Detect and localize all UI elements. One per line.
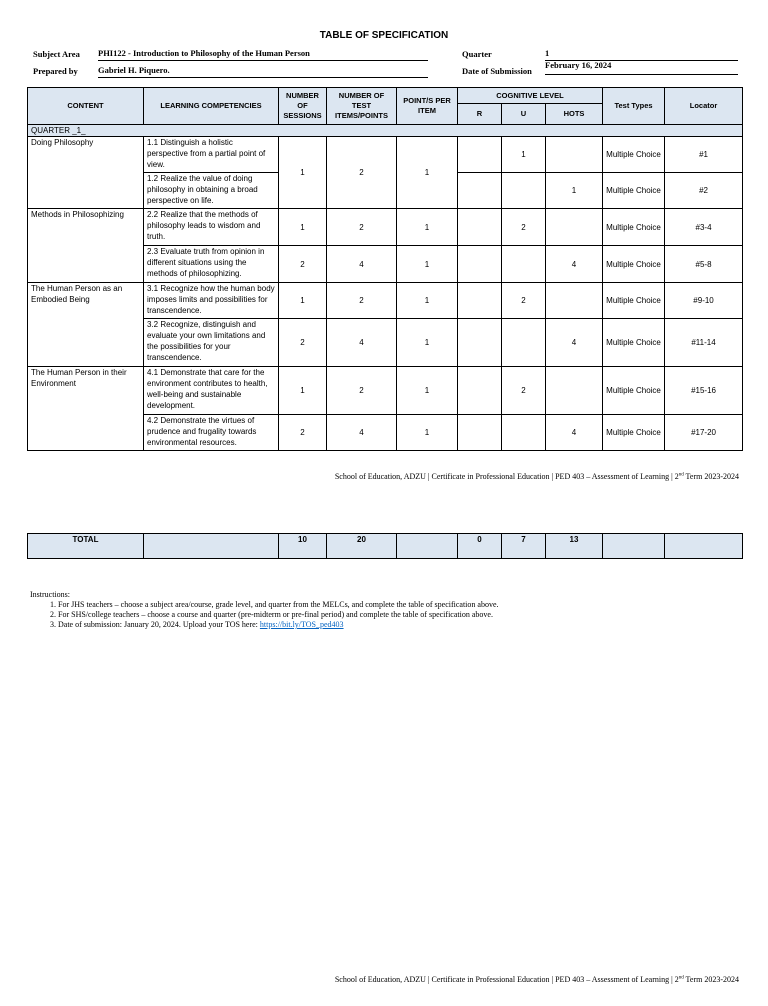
sessions-cell: 2	[279, 319, 327, 367]
test-type-cell: Multiple Choice	[603, 137, 665, 173]
prepared-by-value: Gabriel H. Piquero.	[98, 65, 428, 78]
items-cell: 2	[327, 367, 397, 415]
test-type-cell: Multiple Choice	[603, 367, 665, 415]
subject-area-label: Subject Area	[33, 49, 80, 59]
quarter-label: Quarter	[462, 49, 492, 59]
competency-cell: 1.1 Distinguish a holistic perspective from a partial point of view.	[144, 137, 279, 173]
footer-text-end: Term 2023-2024	[683, 472, 739, 481]
footer-text: School of Education, ADZU | Certificate in Professional Education | PED 403 – Assessment of Learning | 2	[334, 472, 679, 481]
r-cell	[458, 415, 502, 451]
locator-cell: #15-16	[665, 367, 743, 415]
u-cell: 1	[502, 137, 546, 173]
points-cell: 1	[397, 415, 458, 451]
items-cell: 2	[327, 209, 397, 246]
items-cell: 2	[327, 283, 397, 319]
sessions-cell: 1	[279, 137, 327, 209]
total-points	[397, 534, 458, 559]
points-cell: 1	[397, 137, 458, 209]
table-row	[28, 137, 743, 173]
header-points: POINT/S PER ITEM	[397, 88, 458, 125]
date-label: Date of Submission	[462, 66, 532, 76]
date-value: February 16, 2024	[545, 60, 738, 75]
table-row	[28, 209, 743, 246]
specification-table	[27, 87, 743, 451]
header-competencies: LEARNING COMPETENCIES	[144, 88, 279, 125]
items-cell: 4	[327, 319, 397, 367]
competency-cell: 2.3 Evaluate truth from opinion in different situations using the methods of philosophizing.	[144, 246, 279, 283]
total-competencies	[144, 534, 279, 559]
test-type-cell: Multiple Choice	[603, 246, 665, 283]
total-sessions: 10	[279, 534, 327, 559]
u-cell	[502, 173, 546, 209]
test-type-cell: Multiple Choice	[603, 173, 665, 209]
header-items: NUMBER OF TEST ITEMS/POINTS	[327, 88, 397, 125]
items-cell: 4	[327, 246, 397, 283]
competency-cell: 4.1 Demonstrate that care for the environment contributes to health, well-being and sustainable development.	[144, 367, 279, 415]
points-cell: 1	[397, 283, 458, 319]
prepared-by-label: Prepared by	[33, 66, 78, 76]
points-cell: 1	[397, 319, 458, 367]
hots-cell	[546, 209, 603, 246]
u-cell	[502, 246, 546, 283]
header-hots: HOTS	[546, 104, 603, 125]
content-cell: The Human Person as an Embodied Being	[28, 283, 144, 367]
r-cell	[458, 246, 502, 283]
total-u: 7	[502, 534, 546, 559]
locator-cell: #17-20	[665, 415, 743, 451]
competency-cell: 4.2 Demonstrate the virtues of prudence and frugality towards environmental resources.	[144, 415, 279, 451]
total-hots: 13	[546, 534, 603, 559]
u-cell: 2	[502, 283, 546, 319]
points-cell: 1	[397, 209, 458, 246]
test-type-cell: Multiple Choice	[603, 209, 665, 246]
total-type	[603, 534, 665, 559]
total-row	[28, 534, 743, 559]
sessions-cell: 2	[279, 415, 327, 451]
r-cell	[458, 209, 502, 246]
header-locator: Locator	[665, 88, 743, 125]
u-cell	[502, 415, 546, 451]
u-cell	[502, 319, 546, 367]
items-cell: 4	[327, 415, 397, 451]
page-footer	[335, 472, 739, 481]
test-type-cell: Multiple Choice	[603, 415, 665, 451]
footer-sup: nd	[678, 975, 684, 981]
u-cell: 2	[502, 367, 546, 415]
test-type-cell: Multiple Choice	[603, 283, 665, 319]
hots-cell	[546, 283, 603, 319]
hots-cell: 1	[546, 173, 603, 209]
header-content: CONTENT	[28, 88, 144, 125]
header-u: U	[502, 104, 546, 125]
total-table	[27, 533, 743, 559]
header-r: R	[458, 104, 502, 125]
content-cell: Doing Philosophy	[28, 137, 144, 209]
r-cell	[458, 367, 502, 415]
content-cell: Methods in Philosophizing	[28, 209, 144, 283]
sessions-cell: 1	[279, 209, 327, 246]
instructions-heading: Instructions:	[30, 590, 70, 599]
hots-cell: 4	[546, 246, 603, 283]
items-cell: 2	[327, 137, 397, 209]
hots-cell	[546, 367, 603, 415]
locator-cell: #5-8	[665, 246, 743, 283]
r-cell	[458, 283, 502, 319]
competency-cell: 3.1 Recognize how the human body imposes limits and possibilities for transcendence.	[144, 283, 279, 319]
u-cell: 2	[502, 209, 546, 246]
total-locator	[665, 534, 743, 559]
competency-cell: 1.2 Realize the value of doing philosophy in obtaining a broad perspective on life.	[144, 173, 279, 209]
locator-cell: #11-14	[665, 319, 743, 367]
competency-cell: 2.2 Realize that the methods of philosophy leads to wisdom and truth.	[144, 209, 279, 246]
points-cell: 1	[397, 246, 458, 283]
points-cell: 1	[397, 367, 458, 415]
footer-text: School of Education, ADZU | Certificate in Professional Education | PED 403 – Assessment of Learning | 2	[334, 975, 679, 984]
instructions	[30, 590, 499, 630]
sessions-cell: 1	[279, 367, 327, 415]
footer-text-end: Term 2023-2024	[683, 975, 739, 984]
page-footer-bottom	[335, 975, 739, 984]
tos-upload-link[interactable]: https://bit.ly/TOS_ped403	[259, 620, 344, 629]
locator-cell: #9-10	[665, 283, 743, 319]
r-cell	[458, 137, 502, 173]
sessions-cell: 2	[279, 246, 327, 283]
r-cell	[458, 173, 502, 209]
hots-cell	[546, 137, 603, 173]
instructions-list	[30, 600, 499, 630]
quarter-row: QUARTER _1_	[28, 125, 743, 137]
instruction-text: Date of submission: January 20, 2024. Upload your TOS here:	[58, 620, 260, 629]
footer-sup: nd	[678, 472, 684, 478]
hots-cell: 4	[546, 319, 603, 367]
subject-area-value: PHI122 - Introduction to Philosophy of the Human Person	[98, 48, 428, 61]
total-r: 0	[458, 534, 502, 559]
total-items: 20	[327, 534, 397, 559]
sessions-cell: 1	[279, 283, 327, 319]
content-cell: The Human Person in their Environment	[28, 367, 144, 451]
locator-cell: #3-4	[665, 209, 743, 246]
total-label: TOTAL	[28, 534, 144, 559]
table-row	[28, 367, 743, 415]
r-cell	[458, 319, 502, 367]
locator-cell: #2	[665, 173, 743, 209]
test-type-cell: Multiple Choice	[603, 319, 665, 367]
instruction-item: 2. For SHS/college teachers – choose a course and quarter (pre-midterm or pre-final period) and complete the table of specification above.	[58, 610, 499, 620]
instruction-item	[58, 620, 499, 630]
table-row	[28, 283, 743, 319]
document-title: TABLE OF SPECIFICATION	[319, 30, 449, 41]
header-sessions: NUMBER OF SESSIONS	[279, 88, 327, 125]
header-cognitive-level: COGNITIVE LEVEL	[458, 88, 603, 104]
competency-cell: 3.2 Recognize, distinguish and evaluate your own limitations and the possibilities for your transcendence.	[144, 319, 279, 367]
locator-cell: #1	[665, 137, 743, 173]
header-test-types: Test Types	[603, 88, 665, 125]
instruction-item: 1. For JHS teachers – choose a subject area/course, grade level, and quarter from the MELCs, and complete the table of specification above.	[58, 600, 499, 610]
hots-cell: 4	[546, 415, 603, 451]
quarter-value: 1	[545, 48, 738, 61]
